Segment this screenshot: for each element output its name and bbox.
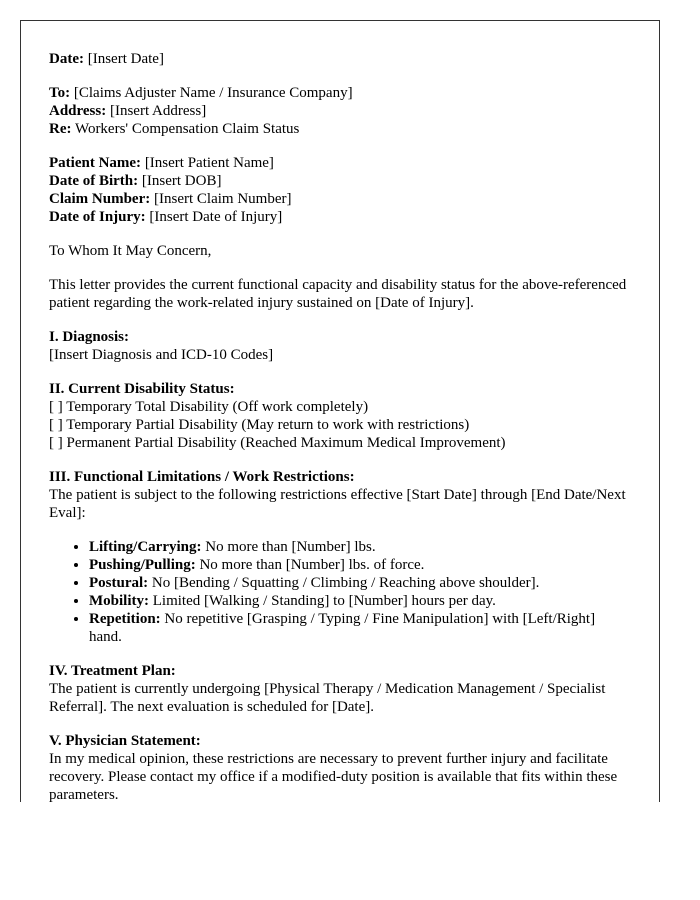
restrictions-list (49, 538, 631, 646)
restriction-label: Pushing/Pulling: (89, 557, 196, 573)
treatment-section (49, 662, 631, 716)
restriction-text: No repetitive [Grasping / Typing / Fine Manipulation] with [Left/Right] hand. (89, 611, 596, 645)
address-value: [Insert Address] (109, 103, 207, 119)
restriction-label: Mobility: (89, 593, 149, 609)
restriction-label: Postural: (89, 575, 149, 591)
limitations-heading: III. Functional Limitations / Work Restrictions: (49, 469, 355, 485)
restriction-text: No [Bending / Squatting / Climbing / Reaching above shoulder]. (148, 575, 540, 591)
list-item (89, 592, 631, 610)
letter-page (20, 20, 660, 802)
dob-value: [Insert DOB] (141, 173, 222, 189)
statement-heading: V. Physician Statement: (49, 733, 201, 749)
diagnosis-heading: I. Diagnosis: (49, 329, 130, 345)
recipient-block (49, 84, 631, 138)
treatment-heading: IV. Treatment Plan: (49, 663, 176, 679)
claim-number-label: Claim Number: (49, 191, 151, 207)
list-item (89, 574, 631, 592)
to-line (49, 84, 631, 102)
address-label: Address: (49, 103, 107, 119)
restriction-label: Repetition: (89, 611, 161, 627)
address-line (49, 102, 631, 120)
limitations-intro: The patient is subject to the following restrictions effective [Start Date] through [End Date/Next Eval]: (49, 487, 626, 521)
injury-date-value: [Insert Date of Injury] (149, 209, 283, 225)
salutation: To Whom It May Concern, (49, 243, 212, 259)
restriction-text: No more than [Number] lbs. of force. (195, 557, 425, 573)
date-value: [Insert Date] (87, 51, 164, 67)
patient-name-value: [Insert Patient Name] (144, 155, 274, 171)
statement-text: In my medical opinion, these restrictions are necessary to prevent further injury and facilitate recovery. Please contact my office if a modified-duty position is available that fits within these parameters. (49, 751, 618, 802)
injury-date-label: Date of Injury: (49, 209, 146, 225)
list-item (89, 610, 631, 646)
patient-name-line (49, 154, 631, 172)
disability-option-permanent: [ ] Permanent Partial Disability (Reached Maximum Medical Improvement) (49, 435, 506, 451)
disability-section (49, 380, 631, 452)
restriction-label: Lifting/Carrying: (89, 539, 202, 555)
re-line (49, 120, 631, 138)
statement-section (49, 732, 631, 802)
limitations-section (49, 468, 631, 646)
re-label: Re: (49, 121, 72, 137)
diagnosis-text: [Insert Diagnosis and ICD-10 Codes] (49, 347, 274, 363)
treatment-text: The patient is currently undergoing [Physical Therapy / Medication Management / Specialist Referral]. The next evaluation is scheduled for [Date]. (49, 681, 606, 715)
to-label: To: (49, 85, 71, 101)
restriction-text: No more than [Number] lbs. (201, 539, 376, 555)
to-value: [Claims Adjuster Name / Insurance Company] (73, 85, 353, 101)
disability-option-total: [ ] Temporary Total Disability (Off work completely) (49, 399, 369, 415)
date-label: Date: (49, 51, 84, 67)
restriction-text: Limited [Walking / Standing] to [Number] hours per day. (149, 593, 496, 609)
list-item (89, 556, 631, 574)
dob-label: Date of Birth: (49, 173, 139, 189)
patient-name-label: Patient Name: (49, 155, 142, 171)
injury-date-line (49, 208, 631, 226)
list-item (89, 538, 631, 556)
diagnosis-section (49, 328, 631, 364)
re-value: Workers' Compensation Claim Status (74, 121, 300, 137)
patient-block (49, 154, 631, 226)
intro-paragraph: This letter provides the current functional capacity and disability status for the above-referenced patient regarding the work-related injury sustained on [Date of Injury]. (49, 277, 627, 311)
date-line (49, 50, 631, 68)
disability-option-partial: [ ] Temporary Partial Disability (May return to work with restrictions) (49, 417, 470, 433)
claim-number-line (49, 190, 631, 208)
claim-number-value: [Insert Claim Number] (154, 191, 292, 207)
disability-heading: II. Current Disability Status: (49, 381, 235, 397)
dob-line (49, 172, 631, 190)
